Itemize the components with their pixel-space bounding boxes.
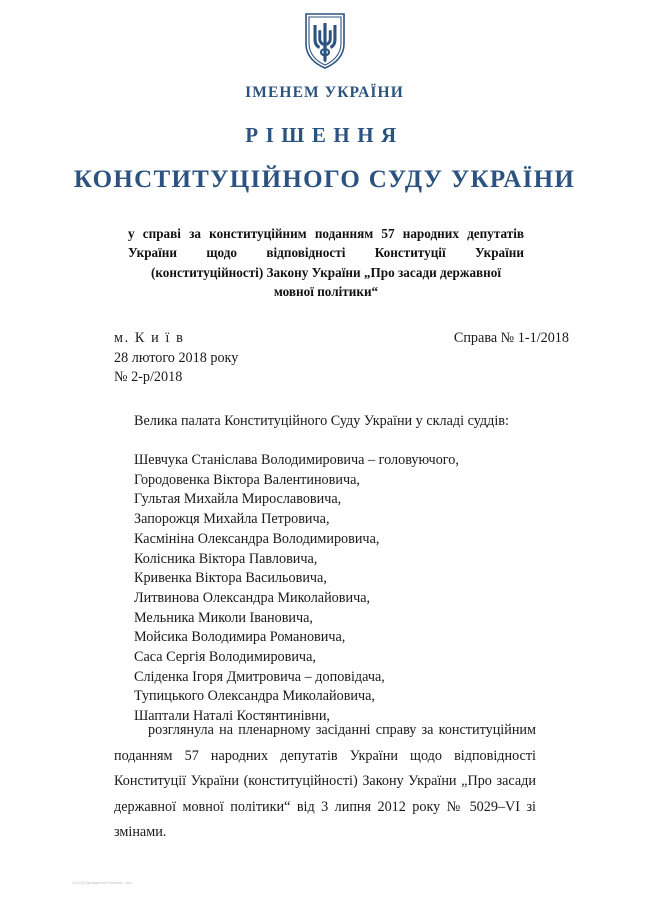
- footer-file-path-artifact: Q:\DOC\Документи\Рішення\...doc: [72, 881, 132, 885]
- list-item: Тупицького Олександра Миколайовича,: [134, 688, 375, 705]
- list-item: Кривенка Віктора Васильовича,: [134, 570, 327, 587]
- list-item: Сліденка Ігоря Дмитровича – доповідача,: [134, 668, 385, 685]
- list-item: Шевчука Станіслава Володимировича – головуючого,: [134, 452, 459, 468]
- meta-place: м. К и ї в: [114, 330, 185, 346]
- heading-imenem-ukrainy: ІМЕНЕМ УКРАЇНИ: [245, 84, 404, 101]
- heading-rishennya: РІШЕННЯ: [245, 123, 404, 148]
- list-item: Касмініна Олександра Володимировича,: [134, 530, 380, 547]
- case-subject-last-line: мовної політики“: [273, 283, 379, 299]
- list-item: Саса Сергія Володимировича,: [134, 649, 316, 666]
- ukraine-trident-coat-of-arms-icon: [304, 12, 346, 70]
- list-item: Шаптали Наталі Костянтинівни,: [134, 708, 330, 725]
- list-item: Городовенка Віктора Валентиновича,: [134, 471, 360, 488]
- list-item: Запорожця Михайла Петровича,: [134, 511, 330, 528]
- closing-paragraph: розглянула на пленарному засіданні справу за конституційним поданням 57 народних депутатів України щодо відповідності Конституції України (конституційності) Закону України „Про засади державної мовної політики“ від 3 липня 2012 року № 5029–VI зі змінами.: [114, 722, 536, 840]
- document-headings: [0, 84, 649, 194]
- case-subject: [128, 224, 524, 301]
- composition-intro: Велика палата Конституційного Суду України у складі суддів:: [134, 413, 509, 429]
- list-item: Мойсика Володимира Романовича,: [134, 629, 346, 646]
- emblem-container: [0, 12, 649, 70]
- list-item: Литвинова Олександра Миколайовича,: [134, 589, 371, 606]
- meta-case-number: Справа № 1-1/2018: [453, 330, 569, 346]
- meta-left-block: [114, 329, 238, 388]
- document-meta: [114, 329, 569, 388]
- meta-decision-number: № 2-р/2018: [114, 369, 183, 385]
- list-item: Гультая Михайла Мирославовича,: [134, 491, 342, 508]
- judges-list: [134, 451, 459, 727]
- meta-date: 28 лютого 2018 року: [114, 349, 239, 366]
- heading-constitutional-court: КОНСТИТУЦІЙНОГО СУДУ УКРАЇНИ: [73, 166, 576, 194]
- list-item: Мельника Миколи Івановича,: [134, 609, 313, 626]
- list-item: Колісника Віктора Павловича,: [134, 550, 318, 567]
- case-subject-text: у справі за конституційним поданням 57 народних депутатів України щодо відповідності Конституції України (конституційності) Закону України „Про засади державної: [128, 226, 524, 280]
